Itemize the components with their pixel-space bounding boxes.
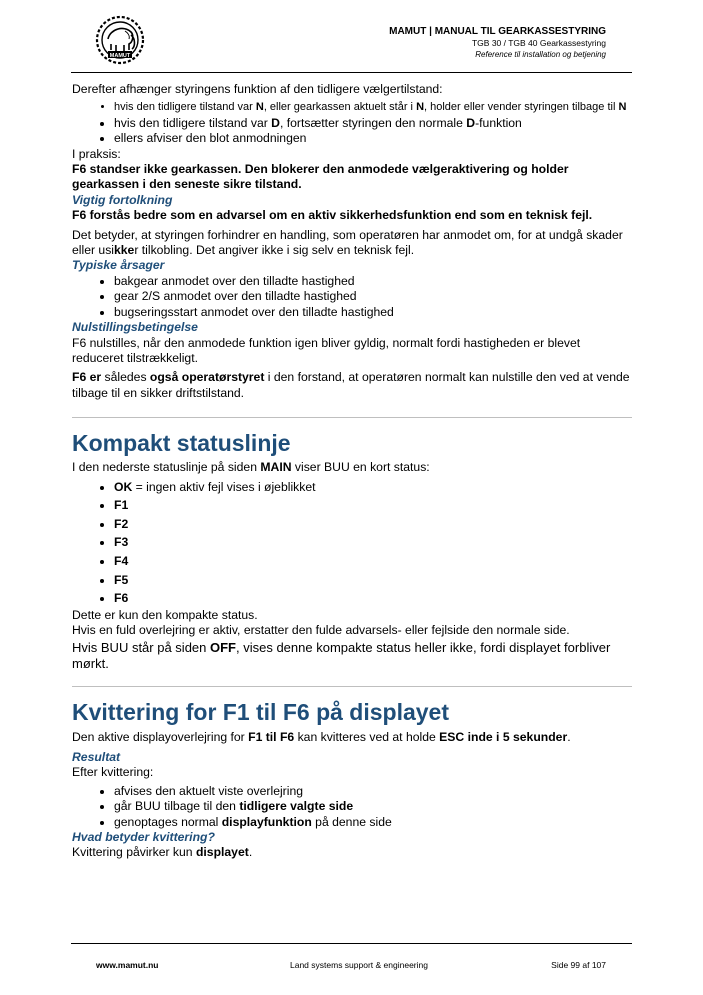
nulstilling-operator: F6 er således også operatørstyret i den forstand, at operatøren normalt kan nulstille den ved at vende tilbage til en sikker driftstilstand. (72, 370, 630, 400)
list-item: • F3 (114, 533, 632, 552)
vigtig-heading: Vigtig fortolkning (72, 192, 173, 207)
list-item: • genoptages normal displayfunktion på denne side (114, 815, 632, 830)
list-item: • hvis den tidligere tilstand var N, eller gearkassen aktuelt står i N, holder eller vender styringen tilbage til N (114, 100, 632, 115)
list-item: • bakgear anmodet over den tilladte hastighed (114, 274, 632, 289)
page-header (0, 0, 703, 74)
section-divider (72, 417, 632, 418)
resultat-heading: Resultat (72, 749, 121, 764)
list-item: • F1 (114, 496, 632, 515)
header-divider (71, 72, 632, 73)
kompakt-off-note: Hvis BUU står på siden OFF, vises denne kompakte status heller ikke, fordi displayet forbliver mørkt. (72, 639, 611, 671)
aarsager-heading: Typiske årsager (72, 258, 165, 273)
list-item: • ellers afviser den blot anmodningen (114, 131, 632, 146)
list-item: • F2 (114, 515, 632, 534)
section-divider (72, 686, 632, 687)
kompakt-note1: Dette er kun den kompakte status. (72, 607, 258, 622)
nulstilling-heading: Nulstillingsbetingelse (72, 320, 198, 335)
kvittering-lead: Den aktive displayoverlejring for F1 til F6 kan kvitteres ved at holde ESC inde i 5 sekunder. (72, 729, 571, 744)
page-number: Side 99 af 107 (551, 960, 606, 970)
list-item: • bugseringsstart anmodet over den tilladte hastighed (114, 305, 632, 320)
resultat-list (72, 784, 632, 830)
list-item: • gear 2/S anmodet over den tilladte hastighed (114, 289, 632, 304)
list-item: • F5 (114, 571, 632, 590)
footer-tagline: Land systems support & engineering (290, 960, 428, 970)
mamut-logo-icon (94, 15, 146, 65)
praksis-label: I praksis: (72, 146, 121, 161)
intro-lead: Derefter afhænger styringens funktion af den tidligere vælgertilstand: (72, 82, 443, 96)
kompakt-lead: I den nederste statuslinje på siden MAIN viser BUU en kort status: (72, 460, 430, 475)
svg-text:MAMUT: MAMUT (109, 53, 131, 59)
page-content (72, 82, 632, 861)
list-item: • OK = ingen aktiv fejl vises i øjeblikket (114, 478, 632, 497)
list-item: • F4 (114, 552, 632, 571)
list-item: • afvises den aktuelt viste overlejring (114, 784, 632, 799)
list-item: • hvis den tidligere tilstand var D, fortsætter styringen den normale D-funktion (114, 116, 632, 131)
document-reference: Reference til installation og betjening (475, 50, 606, 59)
section-title-kompakt: Kompakt statuslinje (72, 430, 291, 457)
footer-website: www.mamut.nu (96, 960, 159, 970)
vigtig-bold: F6 forstås bedre som en advarsel om en aktiv sikkerhedsfunktion end som en teknisk fejl. (72, 208, 593, 223)
hvad-heading: Hvad betyder kvittering? (72, 829, 215, 844)
f6-statement: F6 standser ikke gearkassen. Den blokerer den anmodede vælgeraktivering og holder gearkassen i den seneste sikre tilstand. (72, 162, 569, 192)
aarsager-list (72, 274, 632, 320)
intro-list (72, 100, 632, 146)
list-item: • går BUU tilbage til den tidligere valgte side (114, 799, 632, 814)
kompakt-note2: Hvis en fuld overlejring er aktiv, erstatter den fulde advarsels- eller fejlside den normale side. (72, 623, 570, 638)
document-title: MAMUT | MANUAL TIL GEARKASSESTYRING (389, 26, 606, 37)
section-title-kvittering: Kvittering for F1 til F6 på displayet (72, 698, 450, 725)
footer-divider (71, 943, 632, 944)
efter-label: Efter kvittering: (72, 765, 154, 780)
document-subtitle: TGB 30 / TGB 40 Gearkassestyring (471, 38, 606, 48)
vigtig-text: Det betyder, at styringen forhindrer en handling, som operatøren har anmodet om, for at undgå skader eller usikker tilkobling. Det angiver ikke i sig selv en teknisk fejl. (72, 227, 623, 258)
nulstilling-text: F6 nulstilles, når den anmodede funktion igen bliver gyldig, normalt fordi hastigheden er blevet reduceret tilstrækkeligt. (72, 335, 581, 365)
kvittering-final: Kvittering påvirker kun displayet. (72, 845, 253, 860)
status-code-list (72, 478, 632, 608)
list-item: • F6 (114, 589, 632, 608)
